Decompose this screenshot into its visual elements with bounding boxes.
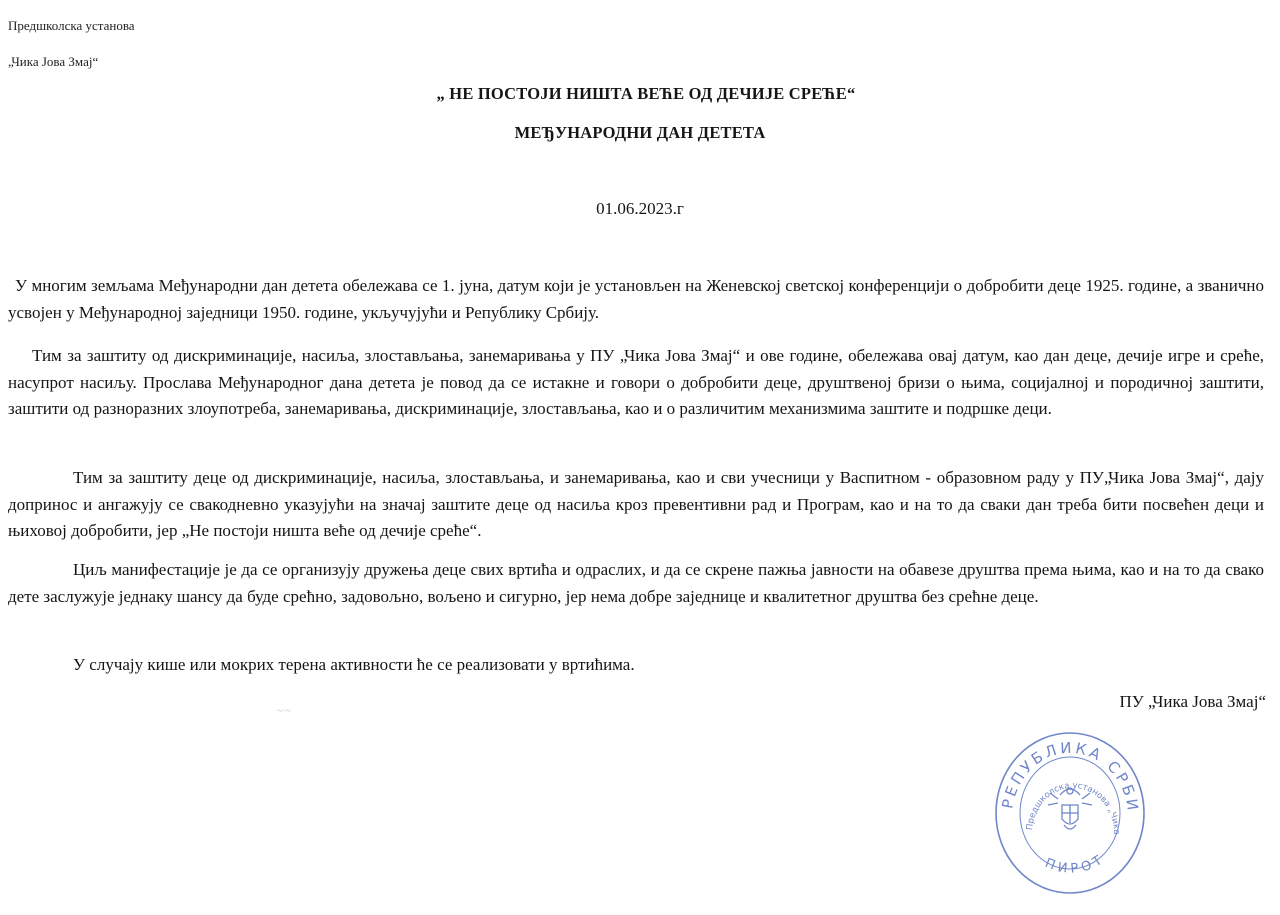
- paragraph-4: Циљ манифестације је да се организују дружења деце свих вртића и одраслих, и да се скрене пажња јавности на обавезе друштва према њима, као и на то да свако дете заслужује једнаку шансу да буде срећно, задовољно, вољено и сигурно, јер нема добре заједнице и квалитетног друштва без срећне деце.: [8, 560, 1264, 606]
- document-date: 01.06.2023.г: [596, 199, 684, 218]
- stamp-outer-text: РЕПУБЛИКА СРБИ: [998, 738, 1143, 815]
- paragraph-5: У случају кише или мокрих терена активности ће се реализовати у вртићима.: [73, 655, 635, 674]
- scan-speck: ~·~: [277, 706, 292, 717]
- official-stamp: [990, 725, 1150, 895]
- institution-name: „Чика Јова Змај“: [8, 54, 99, 69]
- document-title: „ НЕ ПОСТОЈИ НИШТА ВЕЋЕ ОД ДЕЧИЈЕ СРЕЋЕ“: [436, 84, 856, 103]
- paragraph-2: Тим за заштиту од дискриминације, насиља, злостављања, занемаривања у ПУ „Чика Јова Змај“ и ове године, обележава овај датум, као дан деце, дечије игре и среће, насупрот насиљу. Прослава Међународног дана детета је повод да се истакне и говори о добробити деце, друштвеној бризи о њима, социјалној и породичној заштити, заштити од разноразних злоупотреба, занемаривања, дискриминације, злостављања, као и о различитим механизмима заштите и подршке деци.: [8, 346, 1264, 418]
- svg-text:ПИРОТ: [1043, 851, 1109, 877]
- institution-type: Предшколска установа: [8, 18, 135, 33]
- paragraph-3: Тим за заштиту деце од дискриминације, насиља, злостављања, и занемаривања, као и сви учесници у Васпитном - образовном раду у ПУ„Чика Јова Змај“, дају допринос и ангажују се свакодневно указујући на значај заштите деце од насиља кроз превентивни рад и Програм, као и на то да сваки дан треба бити посвећен деци и њиховој добробити, јер „Не постоји ништа веће од дечије среће“.: [8, 468, 1264, 540]
- document-subtitle: МЕЂУНАРОДНИ ДАН ДЕТЕТА: [514, 123, 766, 142]
- stamp-city-text: ПИРОТ: [1042, 851, 1109, 877]
- paragraph-1: У многим земљама Међународни дан детета обележава се 1. јуна, датум који је установљен на Женевској светској конференцији о добробити деце 1925. године, а званично усвојен у Међународној заједници 1950. године, укључујући и Републику Србију.: [8, 276, 1264, 322]
- signature-line: ПУ „Чика Јова Змај“: [1119, 692, 1266, 711]
- stamp-inner-text: Предшколска установа „Чика: [1025, 780, 1122, 835]
- stamp-graphic: [990, 725, 1150, 895]
